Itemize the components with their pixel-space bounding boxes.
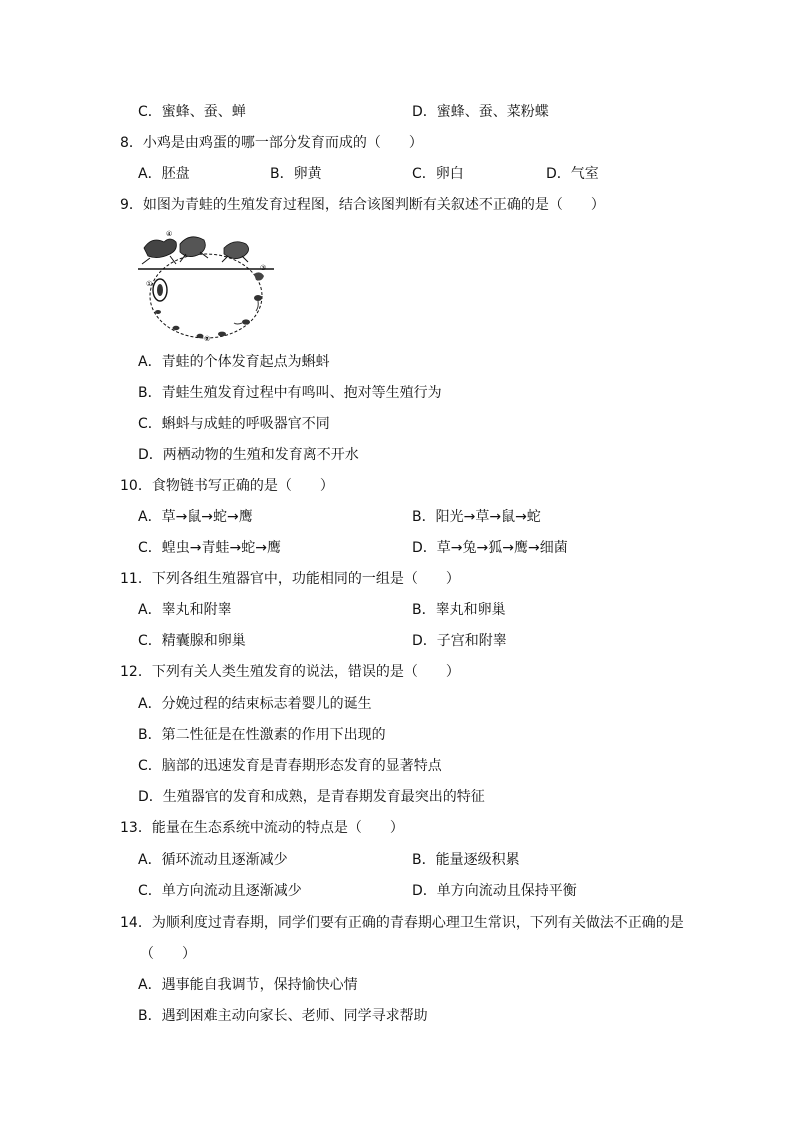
q11-option-c: C．精囊腺和卵巢 bbox=[138, 633, 246, 649]
q12-option-a: A．分娩过程的结束标志着婴儿的诞生 bbox=[138, 696, 372, 712]
q12-stem: 12．下列有关人类生殖发育的说法，错误的是（ ） bbox=[120, 664, 460, 680]
q8-option-c: C．卵白 bbox=[412, 166, 464, 182]
frog-lifecycle-diagram bbox=[136, 226, 276, 342]
q7-option-d: D．蜜蜂、蚕、菜粉蝶 bbox=[412, 104, 549, 120]
diagram-label-2: ② bbox=[204, 335, 211, 342]
diagram-label-4: ④ bbox=[166, 230, 173, 238]
q9-option-d: D．两栖动物的生殖和发育离不开水 bbox=[138, 447, 359, 463]
q9-option-c: C．蝌蚪与成蛙的呼吸器官不同 bbox=[138, 416, 330, 432]
diagram-label-1: ① bbox=[146, 280, 153, 288]
frog-illustration bbox=[222, 242, 249, 262]
q13-option-b: B．能量逐级积累 bbox=[412, 852, 520, 868]
q12-option-b: B．第二性征是在性激素的作用下出现的 bbox=[138, 727, 386, 743]
q11-stem: 11．下列各组生殖器官中，功能相同的一组是（ ） bbox=[120, 571, 460, 587]
q11-option-b: B．睾丸和卵巢 bbox=[412, 602, 506, 618]
q10-option-a: A．草→鼠→蛇→鹰 bbox=[138, 509, 253, 525]
q9-option-b: B．青蛙生殖发育过程中有鸣叫、抱对等生殖行为 bbox=[138, 385, 442, 401]
q10-stem: 10．食物链书写正确的是（ ） bbox=[120, 478, 334, 494]
q13-option-c: C．单方向流动且逐渐减少 bbox=[138, 883, 302, 899]
adult-frogs-illustration bbox=[142, 237, 208, 264]
q10-option-b: B．阳光→草→鼠→蛇 bbox=[412, 509, 541, 525]
q13-option-a: A．循环流动且逐渐减少 bbox=[138, 852, 288, 868]
q14-answer-paren: （ ） bbox=[140, 946, 196, 962]
q7-option-c: C．蜜蜂、蚕、蝉 bbox=[138, 104, 246, 120]
q8-stem: 8．小鸡是由鸡蛋的哪一部分发育而成的（ ） bbox=[120, 135, 423, 151]
q8-option-b: B．卵黄 bbox=[270, 166, 322, 182]
q8-option-a: A．胚盘 bbox=[138, 166, 190, 182]
q12-option-d: D．生殖器官的发育和成熟，是青春期发育最突出的特征 bbox=[138, 789, 485, 805]
q8-option-d: D．气室 bbox=[546, 166, 599, 182]
q12-option-c: C．脑部的迅速发育是青春期形态发育的显著特点 bbox=[138, 758, 442, 774]
q11-option-d: D．子宫和附睾 bbox=[412, 633, 507, 649]
q10-option-d: D．草→兔→狐→鹰→细菌 bbox=[412, 540, 568, 556]
q14-option-b: B．遇到困难主动向家长、老师、同学寻求帮助 bbox=[138, 1008, 428, 1024]
q14-option-a: A．遇事能自我调节，保持愉快心情 bbox=[138, 977, 358, 993]
q14-stem: 14．为顺利度过青春期，同学们要有正确的青春期心理卫生常识，下列有关做法不正确的是 bbox=[120, 915, 684, 931]
q9-stem: 9．如图为青蛙的生殖发育过程图，结合该图判断有关叙述不正确的是（ ） bbox=[120, 197, 605, 213]
q13-option-d: D．单方向流动且保持平衡 bbox=[412, 883, 577, 899]
froglet-illustration bbox=[254, 272, 264, 280]
q10-option-c: C．蝗虫→青蛙→蛇→鹰 bbox=[138, 540, 281, 556]
q9-option-a: A．青蛙的个体发育起点为蝌蚪 bbox=[138, 354, 330, 370]
lifecycle-circle bbox=[150, 254, 262, 338]
tadpoles-illustration bbox=[155, 295, 262, 338]
q13-stem: 13．能量在生态系统中流动的特点是（ ） bbox=[120, 820, 404, 836]
diagram-label-3: ③ bbox=[260, 264, 267, 272]
q11-option-a: A．睾丸和附睾 bbox=[138, 602, 232, 618]
